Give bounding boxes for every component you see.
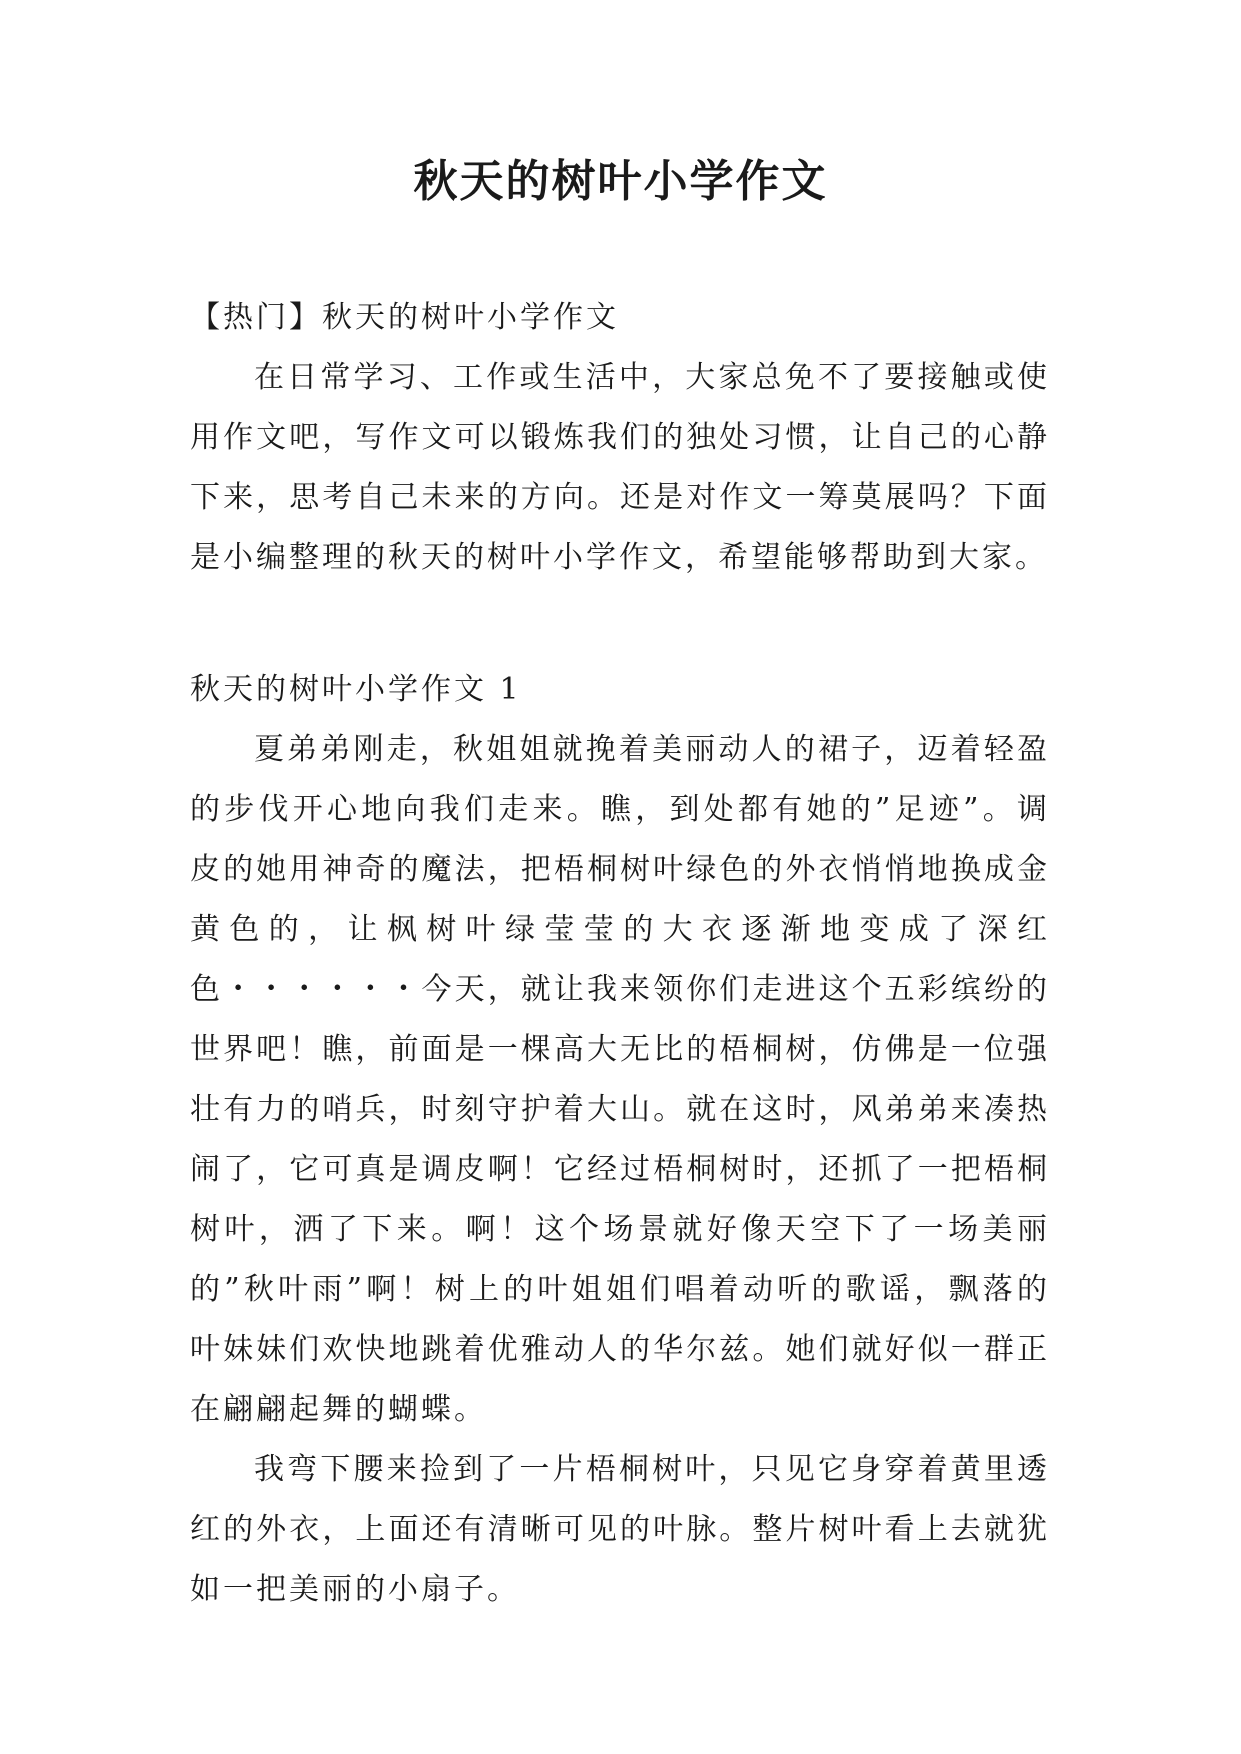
- document-body: [190, 288, 1050, 1620]
- document-subtitle: 【热门】秋天的树叶小学作文: [190, 300, 619, 335]
- body-paragraph-1: 夏弟弟刚走，秋姐姐就挽着美丽动人的裙子，迈着轻盈的步伐开心地向我们走来。瞧，到处都有她的”足迹”。调皮的她用神奇的魔法，把梧桐树叶绿色的外衣悄悄地换成金黄色的，让枫树叶绿莹莹的大衣逐渐地变成了深红色・・・・・・今天，就让我来领你们走进这个五彩缤纷的世界吧！瞧，前面是一棵高大无比的梧桐树，仿佛是一位强壮有力的哨兵，时刻守护着大山。就在这时，风弟弟来凑热闹了，它可真是调皮啊！它经过梧桐树时，还抓了一把梧桐树叶，洒了下来。啊！这个场景就好像天空下了一场美丽的”秋叶雨”啊！树上的叶姐姐们唱着动听的歌谣，飘落的叶妹妹们欢快地跳着优雅动人的华尔兹。她们就好似一群正在翩翩起舞的蝴蝶。: [190, 732, 1050, 1427]
- section-spacer: [190, 588, 1050, 660]
- section-heading: 秋天的树叶小学作文 1: [190, 672, 522, 707]
- body-paragraph-2: 我弯下腰来捡到了一片梧桐树叶，只见它身穿着黄里透红的外衣，上面还有清晰可见的叶脉。整片树叶看上去就犹如一把美丽的小扇子。: [190, 1452, 1050, 1607]
- intro-paragraph: 在日常学习、工作或生活中，大家总免不了要接触或使用作文吧，写作文可以锻炼我们的独处习惯，让自己的心静下来，思考自己未来的方向。还是对作文一筹莫展吗？下面是小编整理的秋天的树叶小学作文，希望能够帮助到大家。: [190, 360, 1050, 575]
- document-title: 秋天的树叶小学作文: [413, 156, 828, 207]
